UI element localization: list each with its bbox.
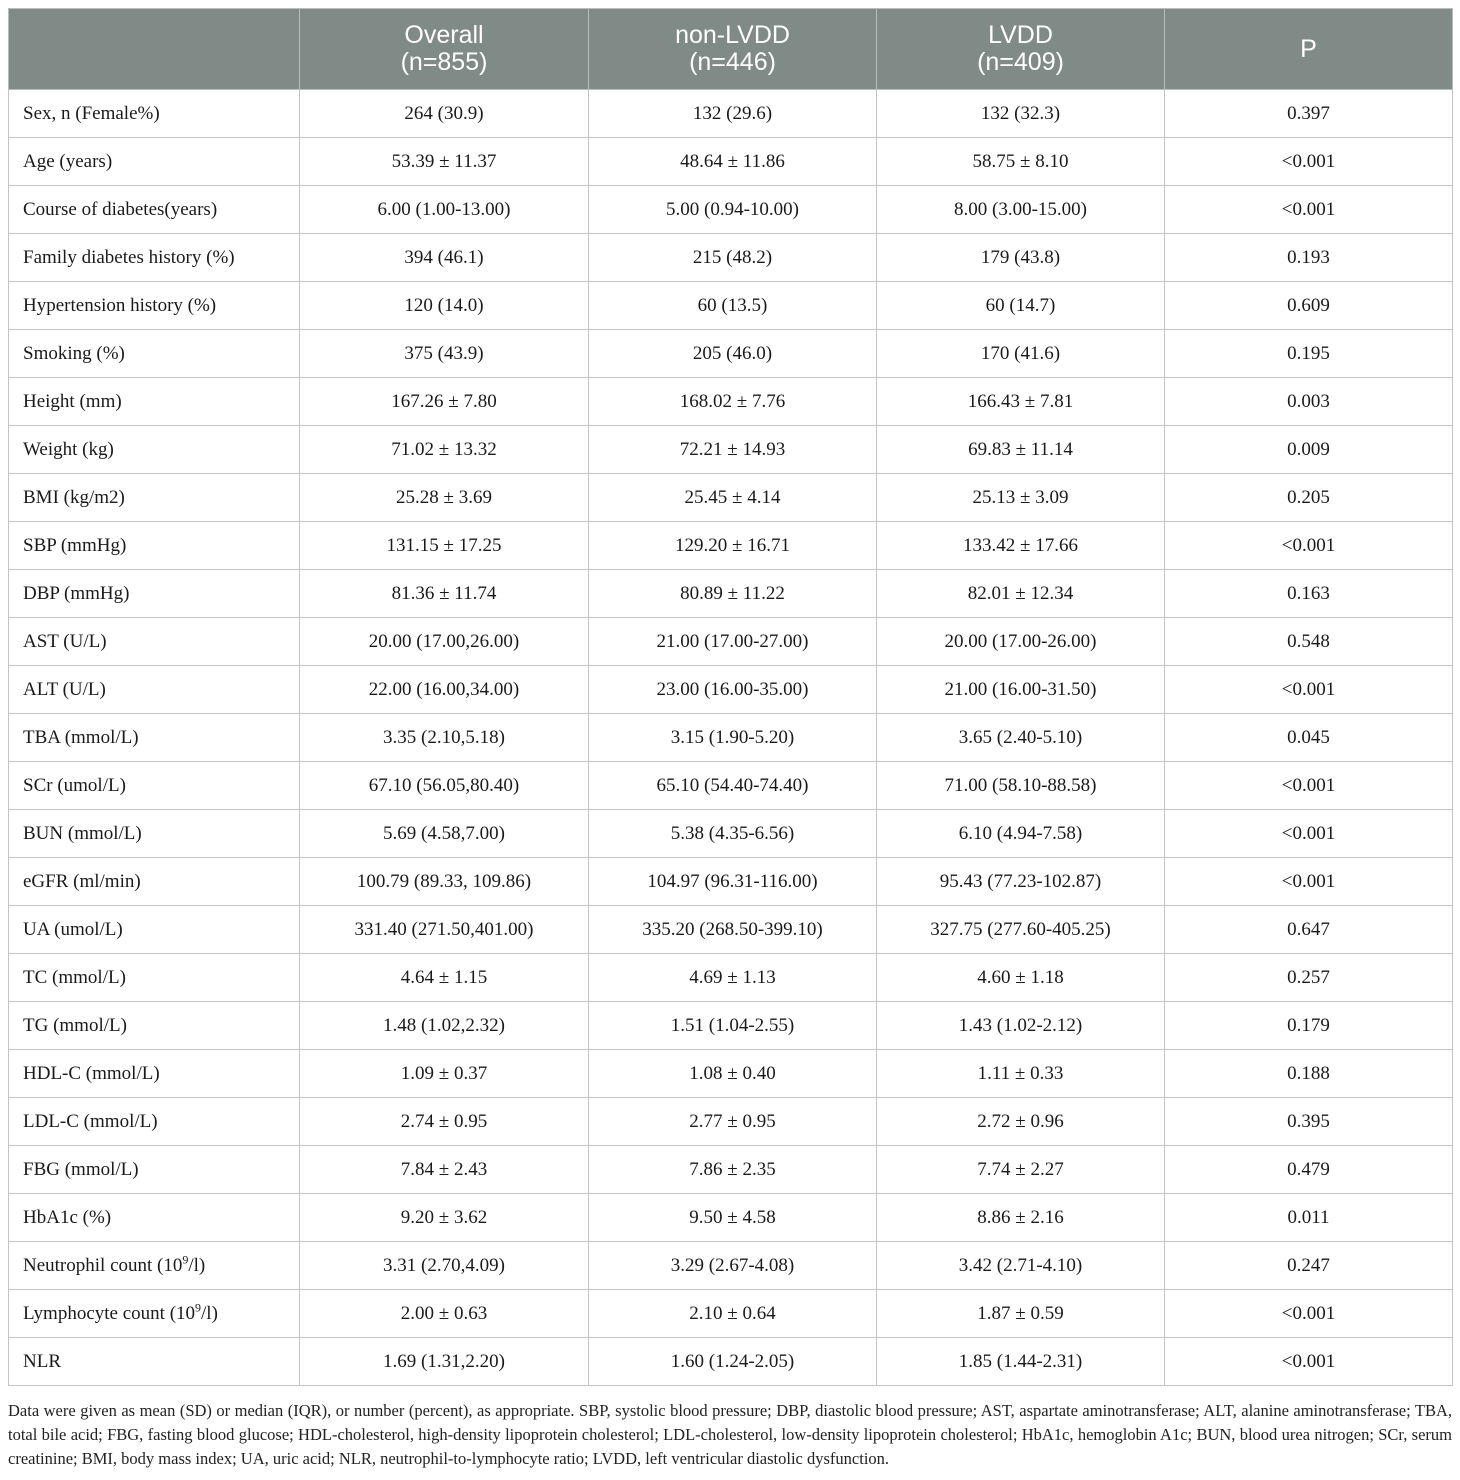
row-variable-name bbox=[9, 954, 300, 1002]
table-row bbox=[9, 1194, 1453, 1242]
cell-lvdd: 71.00 (58.10-88.58) bbox=[877, 762, 1165, 810]
cell-non-lvdd: 129.20 ± 16.71 bbox=[589, 522, 877, 570]
cell-overall: 25.28 ± 3.69 bbox=[300, 474, 589, 522]
cell-overall: 9.20 ± 3.62 bbox=[300, 1194, 589, 1242]
cell-p-value: 0.009 bbox=[1165, 426, 1453, 474]
cell-non-lvdd: 9.50 ± 4.58 bbox=[589, 1194, 877, 1242]
table-row bbox=[9, 138, 1453, 186]
cell-non-lvdd: 132 (29.6) bbox=[589, 90, 877, 138]
header-overall bbox=[300, 9, 589, 90]
cell-non-lvdd: 215 (48.2) bbox=[589, 234, 877, 282]
table-row bbox=[9, 234, 1453, 282]
cell-lvdd: 7.74 ± 2.27 bbox=[877, 1146, 1165, 1194]
row-variable-label: TG (mmol/L) bbox=[23, 1014, 127, 1036]
cell-lvdd: 133.42 ± 17.66 bbox=[877, 522, 1165, 570]
row-variable-label: Course of diabetes(years) bbox=[23, 198, 218, 220]
header-lvdd-n: (n=409) bbox=[977, 48, 1064, 76]
cell-overall: 120 (14.0) bbox=[300, 282, 589, 330]
cell-lvdd: 132 (32.3) bbox=[877, 90, 1165, 138]
row-variable-label: SCr (umol/L) bbox=[23, 774, 126, 796]
cell-p-value: 0.397 bbox=[1165, 90, 1453, 138]
row-variable-name bbox=[9, 1338, 300, 1386]
cell-p-value: 0.163 bbox=[1165, 570, 1453, 618]
cell-lvdd: 2.72 ± 0.96 bbox=[877, 1098, 1165, 1146]
row-variable-label: TBA (mmol/L) bbox=[23, 726, 139, 748]
header-non-lvdd bbox=[589, 9, 877, 90]
row-variable-name bbox=[9, 714, 300, 762]
row-variable-label: TC (mmol/L) bbox=[23, 966, 126, 988]
cell-overall: 394 (46.1) bbox=[300, 234, 589, 282]
row-variable-label: LDL-C (mmol/L) bbox=[23, 1110, 158, 1132]
header-overall-label: Overall bbox=[404, 21, 484, 49]
cell-lvdd: 170 (41.6) bbox=[877, 330, 1165, 378]
table-row bbox=[9, 954, 1453, 1002]
row-variable-label: AST (U/L) bbox=[23, 630, 107, 652]
cell-p-value: <0.001 bbox=[1165, 138, 1453, 186]
row-variable-name bbox=[9, 282, 300, 330]
row-variable-name bbox=[9, 618, 300, 666]
cell-p-value: 0.548 bbox=[1165, 618, 1453, 666]
cell-overall: 100.79 (89.33, 109.86) bbox=[300, 858, 589, 906]
table-row bbox=[9, 858, 1453, 906]
cell-non-lvdd: 1.51 (1.04-2.55) bbox=[589, 1002, 877, 1050]
row-variable-name bbox=[9, 666, 300, 714]
row-variable-name bbox=[9, 1146, 300, 1194]
table-row bbox=[9, 1146, 1453, 1194]
row-variable-name bbox=[9, 426, 300, 474]
cell-non-lvdd: 335.20 (268.50-399.10) bbox=[589, 906, 877, 954]
cell-overall: 53.39 ± 11.37 bbox=[300, 138, 589, 186]
header-lvdd-label: LVDD bbox=[988, 21, 1053, 49]
cell-p-value: <0.001 bbox=[1165, 1290, 1453, 1338]
cell-p-value: 0.257 bbox=[1165, 954, 1453, 1002]
header-p-value: P bbox=[1165, 9, 1453, 90]
cell-overall: 7.84 ± 2.43 bbox=[300, 1146, 589, 1194]
cell-p-value: <0.001 bbox=[1165, 186, 1453, 234]
row-variable-label: HbA1c (%) bbox=[23, 1206, 112, 1228]
row-variable-name bbox=[9, 1002, 300, 1050]
row-variable-name bbox=[9, 234, 300, 282]
cell-non-lvdd: 3.15 (1.90-5.20) bbox=[589, 714, 877, 762]
row-variable-label: DBP (mmHg) bbox=[23, 582, 130, 604]
cell-non-lvdd: 48.64 ± 11.86 bbox=[589, 138, 877, 186]
row-variable-label: Smoking (%) bbox=[23, 342, 125, 364]
row-variable-label: Weight (kg) bbox=[23, 438, 114, 460]
row-variable-label: HDL-C (mmol/L) bbox=[23, 1062, 160, 1084]
cell-overall: 331.40 (271.50,401.00) bbox=[300, 906, 589, 954]
row-variable-name bbox=[9, 1050, 300, 1098]
cell-p-value: <0.001 bbox=[1165, 762, 1453, 810]
row-variable-name bbox=[9, 906, 300, 954]
row-variable-name bbox=[9, 474, 300, 522]
row-variable-name bbox=[9, 1194, 300, 1242]
row-variable-label: SBP (mmHg) bbox=[23, 534, 127, 556]
cell-non-lvdd: 2.77 ± 0.95 bbox=[589, 1098, 877, 1146]
row-variable-label: Age (years) bbox=[23, 150, 113, 172]
table-row bbox=[9, 570, 1453, 618]
cell-lvdd: 8.00 (3.00-15.00) bbox=[877, 186, 1165, 234]
cell-lvdd: 69.83 ± 11.14 bbox=[877, 426, 1165, 474]
cell-p-value: 0.395 bbox=[1165, 1098, 1453, 1146]
table-row bbox=[9, 1242, 1453, 1290]
row-variable-name bbox=[9, 330, 300, 378]
cell-non-lvdd: 65.10 (54.40-74.40) bbox=[589, 762, 877, 810]
cell-non-lvdd: 3.29 (2.67-4.08) bbox=[589, 1242, 877, 1290]
table-header bbox=[9, 9, 1453, 90]
cell-overall: 264 (30.9) bbox=[300, 90, 589, 138]
table-row bbox=[9, 474, 1453, 522]
cell-p-value: 0.045 bbox=[1165, 714, 1453, 762]
cell-p-value: 0.205 bbox=[1165, 474, 1453, 522]
table-row bbox=[9, 1290, 1453, 1338]
table-row bbox=[9, 426, 1453, 474]
row-variable-label: eGFR (ml/min) bbox=[23, 870, 141, 892]
cell-lvdd: 166.43 ± 7.81 bbox=[877, 378, 1165, 426]
cell-overall: 1.48 (1.02,2.32) bbox=[300, 1002, 589, 1050]
table-row bbox=[9, 1338, 1453, 1386]
row-variable-name bbox=[9, 1242, 300, 1290]
row-variable-label: Family diabetes history (%) bbox=[23, 246, 235, 268]
cell-overall: 22.00 (16.00,34.00) bbox=[300, 666, 589, 714]
table-row bbox=[9, 282, 1453, 330]
cell-p-value: <0.001 bbox=[1165, 666, 1453, 714]
row-variable-label: Neutrophil count (10 bbox=[23, 1254, 183, 1276]
cell-non-lvdd: 2.10 ± 0.64 bbox=[589, 1290, 877, 1338]
cell-p-value: 0.188 bbox=[1165, 1050, 1453, 1098]
cell-non-lvdd: 168.02 ± 7.76 bbox=[589, 378, 877, 426]
row-variable-superscript: 9 bbox=[182, 1252, 189, 1267]
cell-p-value: 0.647 bbox=[1165, 906, 1453, 954]
cell-non-lvdd: 205 (46.0) bbox=[589, 330, 877, 378]
cell-non-lvdd: 4.69 ± 1.13 bbox=[589, 954, 877, 1002]
baseline-characteristics-table bbox=[8, 8, 1453, 1386]
cell-overall: 67.10 (56.05,80.40) bbox=[300, 762, 589, 810]
cell-overall: 3.31 (2.70,4.09) bbox=[300, 1242, 589, 1290]
cell-overall: 20.00 (17.00,26.00) bbox=[300, 618, 589, 666]
cell-p-value: 0.193 bbox=[1165, 234, 1453, 282]
cell-overall: 1.09 ± 0.37 bbox=[300, 1050, 589, 1098]
row-variable-unit-suffix: /l) bbox=[188, 1254, 206, 1276]
table-row bbox=[9, 618, 1453, 666]
cell-p-value: <0.001 bbox=[1165, 1338, 1453, 1386]
table-row bbox=[9, 90, 1453, 138]
cell-overall: 1.69 (1.31,2.20) bbox=[300, 1338, 589, 1386]
row-variable-name bbox=[9, 186, 300, 234]
cell-lvdd: 6.10 (4.94-7.58) bbox=[877, 810, 1165, 858]
cell-non-lvdd: 72.21 ± 14.93 bbox=[589, 426, 877, 474]
cell-lvdd: 21.00 (16.00-31.50) bbox=[877, 666, 1165, 714]
cell-non-lvdd: 104.97 (96.31-116.00) bbox=[589, 858, 877, 906]
cell-lvdd: 3.65 (2.40-5.10) bbox=[877, 714, 1165, 762]
row-variable-name bbox=[9, 378, 300, 426]
cell-overall: 3.35 (2.10,5.18) bbox=[300, 714, 589, 762]
table-row bbox=[9, 330, 1453, 378]
cell-lvdd: 58.75 ± 8.10 bbox=[877, 138, 1165, 186]
cell-p-value: 0.179 bbox=[1165, 1002, 1453, 1050]
row-variable-label: BUN (mmol/L) bbox=[23, 822, 142, 844]
row-variable-label: Height (mm) bbox=[23, 390, 122, 412]
cell-lvdd: 327.75 (277.60-405.25) bbox=[877, 906, 1165, 954]
cell-p-value: <0.001 bbox=[1165, 810, 1453, 858]
cell-lvdd: 20.00 (17.00-26.00) bbox=[877, 618, 1165, 666]
header-non-lvdd-n: (n=446) bbox=[689, 48, 776, 76]
cell-lvdd: 60 (14.7) bbox=[877, 282, 1165, 330]
row-variable-name bbox=[9, 810, 300, 858]
cell-lvdd: 95.43 (77.23-102.87) bbox=[877, 858, 1165, 906]
cell-p-value: 0.011 bbox=[1165, 1194, 1453, 1242]
cell-lvdd: 1.85 (1.44-2.31) bbox=[877, 1338, 1165, 1386]
row-variable-name bbox=[9, 858, 300, 906]
cell-lvdd: 3.42 (2.71-4.10) bbox=[877, 1242, 1165, 1290]
cell-overall: 2.74 ± 0.95 bbox=[300, 1098, 589, 1146]
table-row bbox=[9, 378, 1453, 426]
cell-lvdd: 25.13 ± 3.09 bbox=[877, 474, 1165, 522]
cell-p-value: <0.001 bbox=[1165, 858, 1453, 906]
row-variable-label: Hypertension history (%) bbox=[23, 294, 217, 316]
row-variable-name bbox=[9, 570, 300, 618]
cell-overall: 71.02 ± 13.32 bbox=[300, 426, 589, 474]
row-variable-label: Sex, n (Female%) bbox=[23, 102, 160, 124]
row-variable-unit-suffix: /l) bbox=[201, 1302, 218, 1324]
cell-lvdd: 1.43 (1.02-2.12) bbox=[877, 1002, 1165, 1050]
row-variable-label: BMI (kg/m2) bbox=[23, 486, 125, 508]
cell-p-value: 0.003 bbox=[1165, 378, 1453, 426]
cell-non-lvdd: 1.08 ± 0.40 bbox=[589, 1050, 877, 1098]
table-row bbox=[9, 1050, 1453, 1098]
table-row bbox=[9, 906, 1453, 954]
header-row bbox=[9, 9, 1453, 90]
cell-non-lvdd: 21.00 (17.00-27.00) bbox=[589, 618, 877, 666]
cell-p-value: 0.247 bbox=[1165, 1242, 1453, 1290]
cell-non-lvdd: 5.00 (0.94-10.00) bbox=[589, 186, 877, 234]
cell-overall: 5.69 (4.58,7.00) bbox=[300, 810, 589, 858]
table-row bbox=[9, 810, 1453, 858]
table-row bbox=[9, 714, 1453, 762]
cell-overall: 6.00 (1.00-13.00) bbox=[300, 186, 589, 234]
cell-p-value: 0.195 bbox=[1165, 330, 1453, 378]
table-row bbox=[9, 522, 1453, 570]
header-overall-n: (n=855) bbox=[400, 48, 488, 76]
row-variable-label: FBG (mmol/L) bbox=[23, 1158, 139, 1180]
row-variable-name bbox=[9, 138, 300, 186]
cell-lvdd: 179 (43.8) bbox=[877, 234, 1165, 282]
cell-non-lvdd: 25.45 ± 4.14 bbox=[589, 474, 877, 522]
table-body bbox=[9, 90, 1453, 1386]
table-row bbox=[9, 1002, 1453, 1050]
row-variable-name bbox=[9, 90, 300, 138]
row-variable-name bbox=[9, 522, 300, 570]
cell-overall: 131.15 ± 17.25 bbox=[300, 522, 589, 570]
cell-overall: 2.00 ± 0.63 bbox=[300, 1290, 589, 1338]
table-footnote: Data were given as mean (SD) or median (IQR), or number (percent), as appropriate. SBP, systolic blood pressure; DBP, diastolic blood pressure; AST, aspartate aminotransferase; ALT, alanine aminotransferase; TBA, total bile acid; FBG, fasting blood glucose; HDL-cholesterol, high-density lipoprotein cholesterol; LDL-cholesterol, low-density lipoprotein cholesterol; HbA1c, hemoglobin A1c; BUN, blood urea nitrogen; SCr, serum creatinine; BMI, body mass index; UA, uric acid; NLR, neutrophil-to-lymphocyte ratio; LVDD, left ventricular diastolic dysfunction. bbox=[8, 1401, 1452, 1468]
table-row bbox=[9, 186, 1453, 234]
cell-overall: 167.26 ± 7.80 bbox=[300, 378, 589, 426]
table-container bbox=[8, 8, 1452, 1386]
table-row bbox=[9, 666, 1453, 714]
row-variable-name bbox=[9, 762, 300, 810]
row-variable-label: Lymphocyte count (10 bbox=[23, 1302, 196, 1324]
cell-lvdd: 1.11 ± 0.33 bbox=[877, 1050, 1165, 1098]
row-variable-label: ALT (U/L) bbox=[23, 678, 106, 700]
cell-overall: 375 (43.9) bbox=[300, 330, 589, 378]
table-row bbox=[9, 1098, 1453, 1146]
cell-lvdd: 1.87 ± 0.59 bbox=[877, 1290, 1165, 1338]
row-variable-label: NLR bbox=[23, 1350, 61, 1372]
row-variable-name bbox=[9, 1290, 300, 1338]
row-variable-label: UA (umol/L) bbox=[23, 918, 123, 940]
cell-non-lvdd: 60 (13.5) bbox=[589, 282, 877, 330]
cell-non-lvdd: 23.00 (16.00-35.00) bbox=[589, 666, 877, 714]
cell-p-value: 0.609 bbox=[1165, 282, 1453, 330]
cell-lvdd: 4.60 ± 1.18 bbox=[877, 954, 1165, 1002]
cell-p-value: 0.479 bbox=[1165, 1146, 1453, 1194]
cell-p-value: <0.001 bbox=[1165, 522, 1453, 570]
cell-lvdd: 8.86 ± 2.16 bbox=[877, 1194, 1165, 1242]
header-non-lvdd-label: non-LVDD bbox=[675, 21, 790, 49]
header-lvdd bbox=[877, 9, 1165, 90]
row-variable-superscript: 9 bbox=[195, 1300, 202, 1315]
cell-non-lvdd: 1.60 (1.24-2.05) bbox=[589, 1338, 877, 1386]
cell-lvdd: 82.01 ± 12.34 bbox=[877, 570, 1165, 618]
cell-non-lvdd: 5.38 (4.35-6.56) bbox=[589, 810, 877, 858]
cell-non-lvdd: 80.89 ± 11.22 bbox=[589, 570, 877, 618]
cell-non-lvdd: 7.86 ± 2.35 bbox=[589, 1146, 877, 1194]
cell-overall: 81.36 ± 11.74 bbox=[300, 570, 589, 618]
cell-overall: 4.64 ± 1.15 bbox=[300, 954, 589, 1002]
header-variable bbox=[9, 9, 300, 90]
row-variable-name bbox=[9, 1098, 300, 1146]
table-row bbox=[9, 762, 1453, 810]
